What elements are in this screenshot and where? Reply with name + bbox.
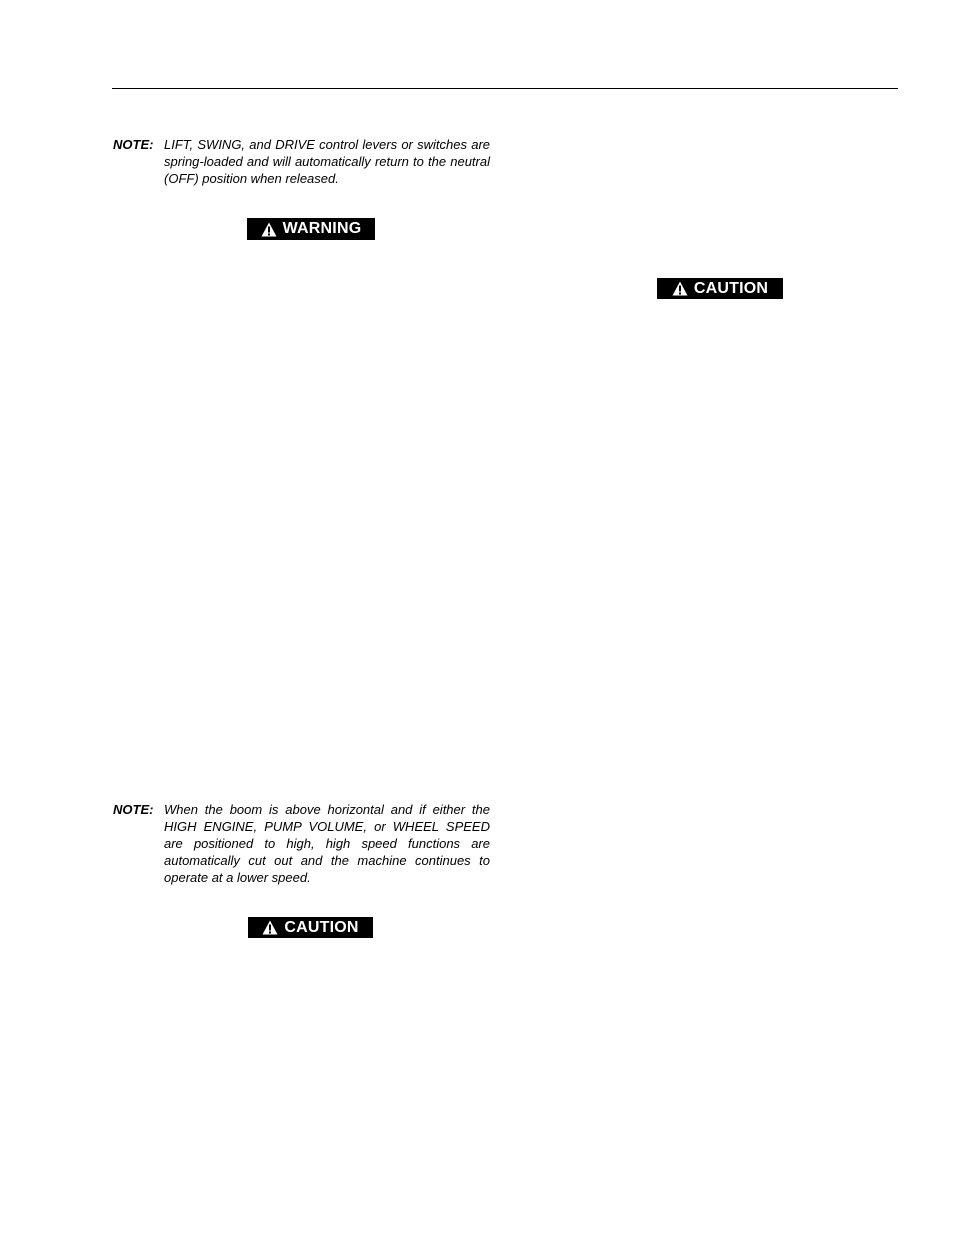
note-text: When the boom is above horizontal and if either the HIGH ENGINE, PUMP VOLUME, or WHEEL SPEED are positioned to high, high speed functions are automatically cut out and the machine continues to operate at a lower speed. bbox=[164, 802, 490, 885]
warning-label: WARNING bbox=[282, 220, 362, 237]
note-text: LIFT, SWING, and DRIVE control levers or switches are spring-loaded and will automatically return to the neutral (OFF) position when released. bbox=[164, 137, 490, 186]
note-label: NOTE: bbox=[113, 137, 154, 152]
alert-triangle-icon bbox=[261, 222, 277, 237]
caution-label: CAUTION bbox=[284, 918, 359, 936]
caution-label: CAUTION bbox=[693, 279, 769, 297]
note-boom-high-speed-cutout bbox=[113, 801, 490, 886]
note-controls-spring-loaded bbox=[113, 136, 490, 187]
caution-signal-word-left bbox=[248, 917, 373, 938]
alert-triangle-icon bbox=[672, 281, 688, 296]
warning-signal-word bbox=[247, 218, 375, 240]
note-label: NOTE: bbox=[113, 802, 154, 817]
caution-signal-word-right bbox=[657, 278, 783, 299]
header-rule bbox=[112, 88, 898, 89]
alert-triangle-icon bbox=[262, 920, 278, 935]
